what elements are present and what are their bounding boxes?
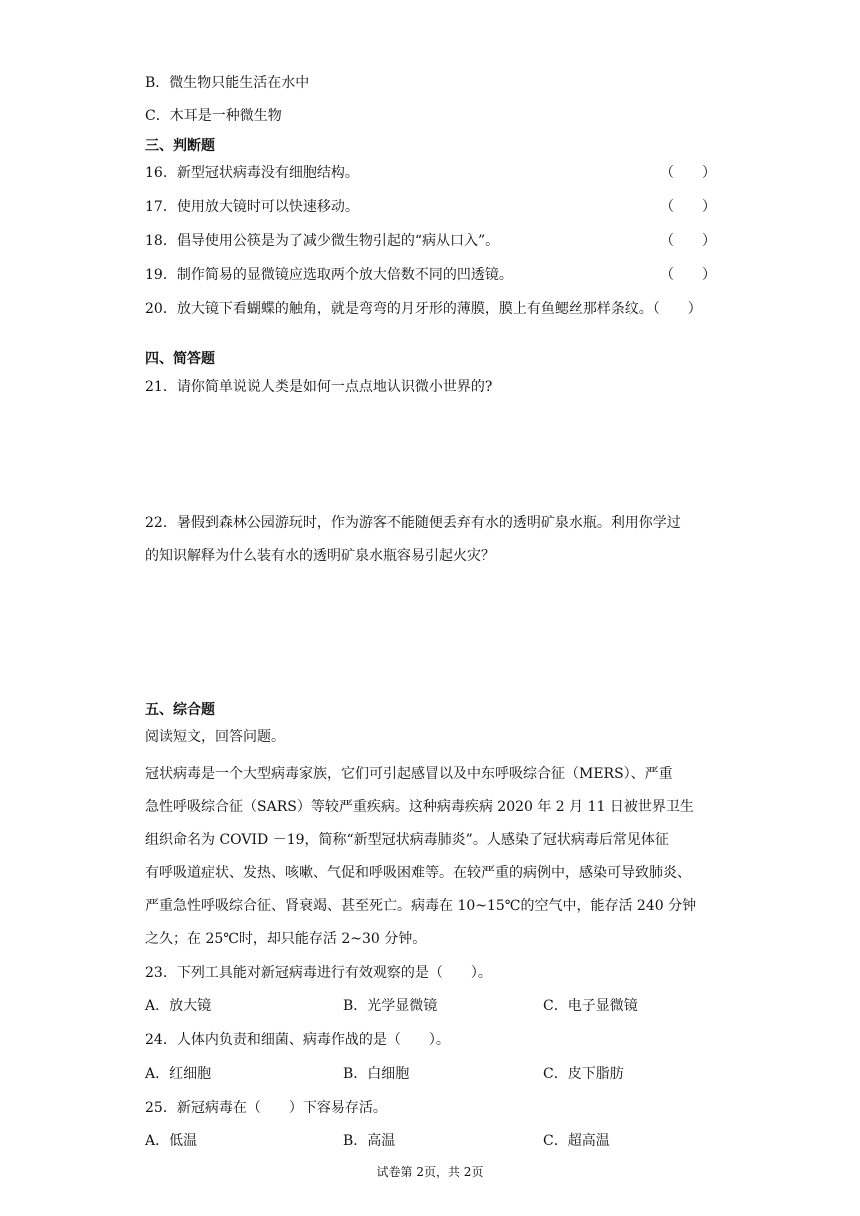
- q23-option-b[interactable]: B．光学显微镜: [343, 998, 438, 1014]
- passage-line: 急性呼吸综合征（SARS）等较严重疾病。这种病毒疾病 2020 年 2 月 11 日被世界卫生: [145, 799, 694, 815]
- question-20: 20．放大镜下看蝴蝶的触角，就是弯弯的月牙形的薄膜，膜上有鱼鳃丝那样条纹。（ ）: [145, 301, 702, 317]
- passage-line: 有呼吸道症状、发热、咳嗽、气促和呼吸困难等。在较严重的病例中，感染可导致肺炎、: [145, 865, 691, 881]
- answer-blank-18[interactable]: （ ）: [660, 233, 716, 249]
- question-22-line2: 的知识解释为什么装有水的透明矿泉水瓶容易引起火灾？: [145, 548, 495, 564]
- passage-line: 之久；在 25℃时，却只能存活 2~30 分钟。: [145, 931, 427, 947]
- question-19: 19．制作简易的显微镜应选取两个放大倍数不同的凹透镜。: [145, 267, 513, 283]
- question-24: 24．人体内负责和细菌、病毒作战的是（ ）。: [145, 1032, 450, 1048]
- q24-option-a[interactable]: A．红细胞: [145, 1066, 212, 1082]
- q25-option-a[interactable]: A．低温: [145, 1133, 198, 1149]
- section-title-judgment: 三、判断题: [145, 138, 215, 154]
- question-25: 25．新冠病毒在（ ）下容易存活。: [145, 1100, 387, 1116]
- answer-blank-16[interactable]: （ ）: [660, 165, 716, 181]
- passage-line: 严重急性呼吸综合征、肾衰竭、甚至死亡。病毒在 10~15℃的空气中，能存活 240 分钟: [145, 898, 697, 914]
- reading-intro: 阅读短文，回答问题。: [145, 729, 285, 745]
- question-16: 16．新型冠状病毒没有细胞结构。: [145, 165, 359, 181]
- q25-option-c[interactable]: C．超高温: [543, 1133, 610, 1149]
- page-footer: 试卷第 2页，共 2页: [376, 1165, 484, 1179]
- passage-line: 组织命名为 COVID －19，简称“新型冠状病毒肺炎”。人感染了冠状病毒后常见体征: [145, 832, 669, 848]
- question-21: 21．请你简单说说人类是如何一点点地认识微小世界的?: [145, 379, 493, 395]
- option-c: C．木耳是一种微生物: [145, 108, 282, 124]
- q23-option-c[interactable]: C．电子显微镜: [543, 998, 638, 1014]
- answer-blank-19[interactable]: （ ）: [660, 267, 716, 283]
- passage-line: 冠状病毒是一个大型病毒家族，它们可引起感冒以及中东呼吸综合征（MERS）、严重: [145, 766, 673, 782]
- question-17: 17．使用放大镜时可以快速移动。: [145, 199, 359, 215]
- question-18: 18．倡导使用公筷是为了减少微生物引起的“病从口入”。: [145, 233, 500, 249]
- section-title-short-answer: 四、简答题: [145, 351, 215, 367]
- question-22-line1: 22．暑假到森林公园游玩时，作为游客不能随便丢弃有水的透明矿泉水瓶。利用你学过: [145, 515, 681, 531]
- q23-option-a[interactable]: A．放大镜: [145, 998, 212, 1014]
- answer-blank-17[interactable]: （ ）: [660, 199, 716, 215]
- q25-option-b[interactable]: B．高温: [343, 1133, 396, 1149]
- q24-option-c[interactable]: C．皮下脂肪: [543, 1066, 624, 1082]
- question-23: 23．下列工具能对新冠病毒进行有效观察的是（ ）。: [145, 965, 492, 981]
- q24-option-b[interactable]: B．白细胞: [343, 1066, 410, 1082]
- section-title-comprehensive: 五、综合题: [145, 702, 215, 718]
- option-b: B．微生物只能生活在水中: [145, 75, 310, 91]
